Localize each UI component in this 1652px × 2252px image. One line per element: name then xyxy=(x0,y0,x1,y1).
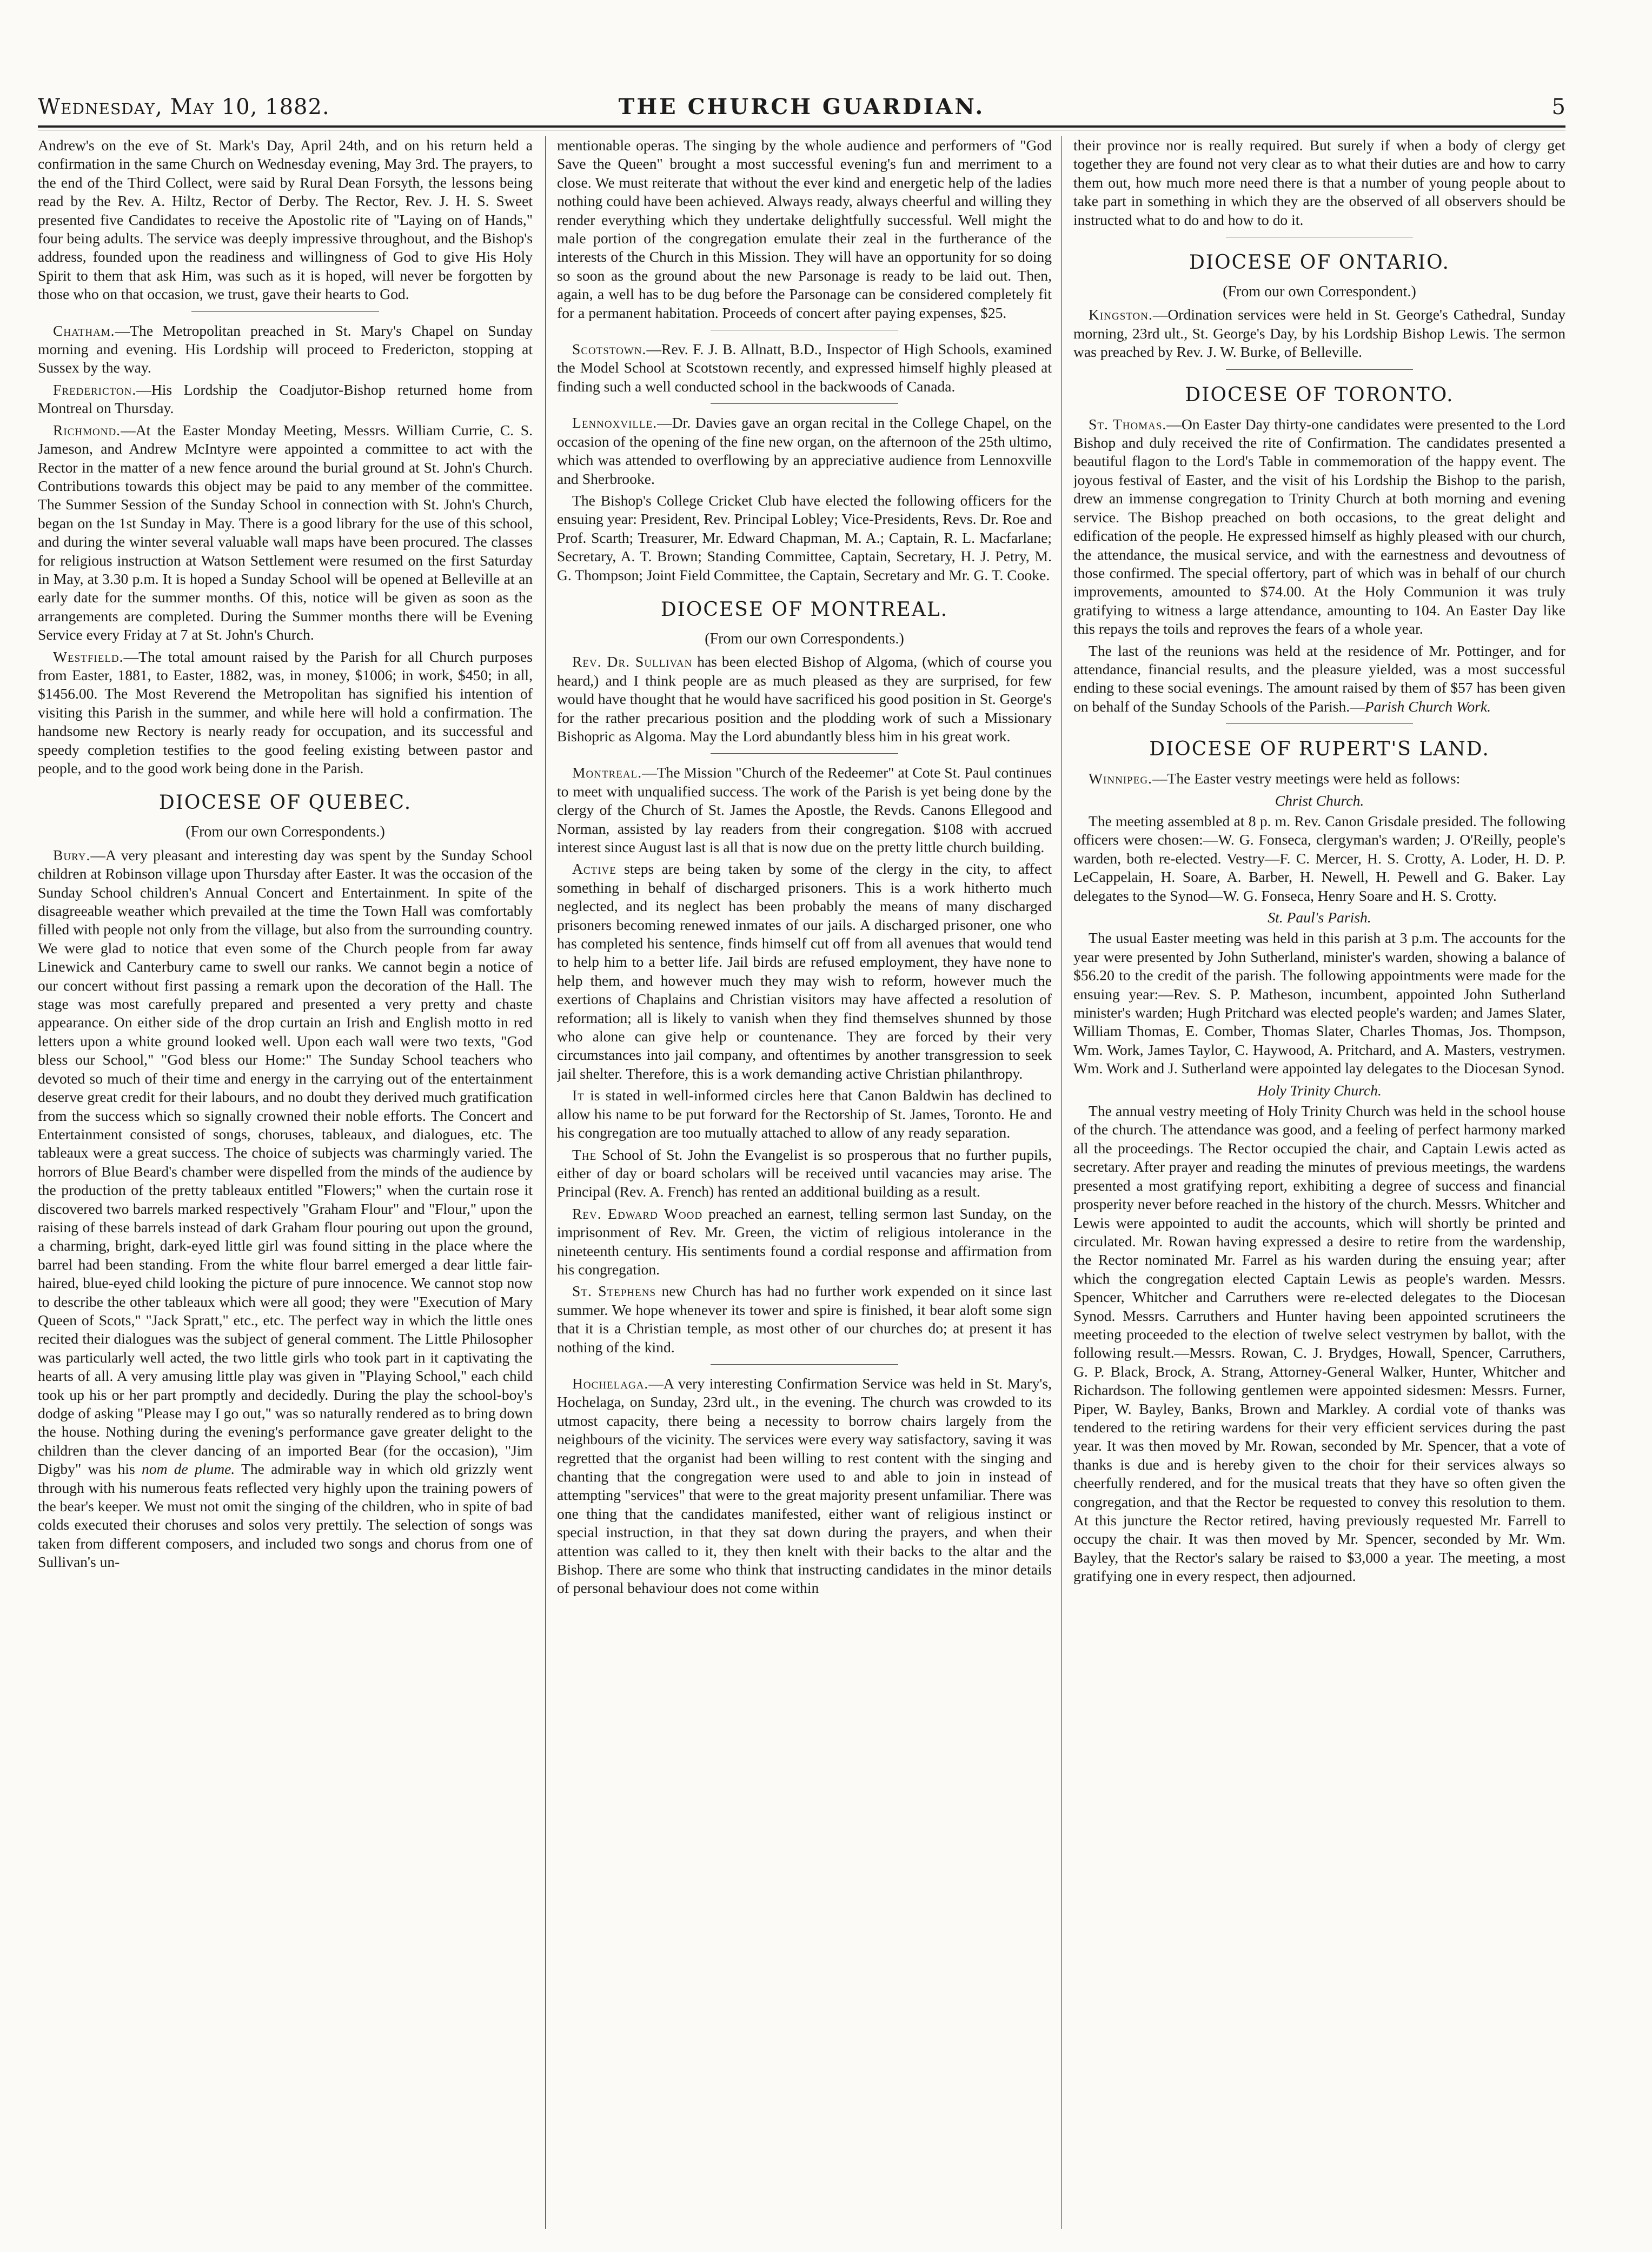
paragraph-text: —A very pleasant and interesting day was spent by the Sunday School children at Robinson village upon Thursday after Easter. It was the occasion of the Sunday School children's Annual Concert and Entertainment. In spite of the disagreeable weather which prevailed at the time the Town Hall was comfortably filled with people not only from the village, but also from the surrounding country. We were glad to notice that even some of the Church people from far away Linewick and Canterbury came to swell our ranks. We cannot begin a notice of our concert without first passing a remark upon the decoration of the Hall. The stage was most carefully prepared and presented a very pretty and chaste appearance. On either side of the drop curtain an Irish and English motto in red letters upon a white ground looked well. Upon each wall were two texts, "God bless our School," "God bless our Home:" The Sunday School teachers who devoted so much of their time and energy in the carrying out of the entertainment deserve great credit for their labours, and no doubt they derived much gratification from the success which so signally crowned their noble efforts. The Concert and Entertainment consisted of songs, choruses, tableaux, and dialogues, etc. The tableaux were a great success. The choice of subjects was charmingly varied. The horrors of Blue Beard's chamber were dispelled from the minds of the audience by the production of the pretty tableaux entitled "Flowers;" when the curtain rose it discovered two barrels marked respectively "Graham Flour" and "Flour," upon the raising of these barrels instead of dark Graham flour pouring out upon the ground, a charming, bright, dark-eyed little girl was found sitting in the place where the barrel had been standing. From the white flour barrel emerged a dear little fair-haired, blue-eyed child looking the picture of pure innocence. We cannot stop now to describe the other tableaux which were all good; they were "Execution of Mary Queen of Scots," "Jack Spratt," etc., etc. The perfect way in which the little ones recited their dialogues was the subject of general comment. The Little Philosopher was particularly well acted, the two little girls who took part in it captivating the hearts of all. A very amusing little play was given in "Playing School," each child took up his or her part promptly and decidedly. During the play the school-boy's dodge of asking "Please may I go out," was so naturally rendered as to bring down the house. Nothing during the evening's performance gave greater delight to the children than the clever dancing of an imported Bear (for the occasion), "Jim Digby" was his xyxy=(38,846,533,1478)
paragraph-text: —A very interesting Confirmation Service was held in St. Mary's, Hochelaga, on Sunday, 23rd ult., in the evening. The church was crowded to its utmost capacity, there being a necessity to borrow chairs largely from the neighbours of the vicinity. The services were every way satisfactory, saving it was regretted that the organist had been willing to rest content with the singing and chanting that the congregation were used to and able to join in instead of attempting "services" that were to the great majority present unfamiliar. There was one thing that the candidates manifested, either want of religious instinct or special instruction, in that they sat down during the prayers, and when their attention was called to it, they then knelt with their backs to the altar and the Bishop. There are some who think that instructing candidates in the minor details of personal behaviour does not come within xyxy=(557,1374,1052,1597)
section-divider xyxy=(1226,369,1413,370)
column-1 xyxy=(38,136,533,2229)
lead-words: Rev. Edward Wood xyxy=(572,1205,703,1222)
paragraph-text: —His Lordship the Coadjutor-Bishop returned home from Montreal on Thursday. xyxy=(38,381,533,417)
place-name: Richmond. xyxy=(53,421,121,439)
correspondent-note: (From our own Correspondent.) xyxy=(1223,283,1416,301)
section-heading: DIOCESE OF ONTARIO. xyxy=(1189,251,1450,274)
paragraph-text: —Dr. Davies gave an organ recital in the College Chapel, on the occasion of the opening of the fine new organ, on the afternoon of the 25th ultimo, which was attended to overflowing by an appreciative audience from Lennoxville and Sherbrooke. xyxy=(557,414,1052,487)
section-divider xyxy=(711,1364,899,1365)
section-divider xyxy=(1226,723,1413,724)
paragraph-text: is stated in well-informed circles here that Canon Baldwin has declined to allow his name to be put forward for the Rectorship of St. James, Toronto. He and his congregation are too mutually attached to allow of any ready separation. xyxy=(557,1087,1052,1141)
article-paragraph xyxy=(1073,415,1565,639)
paragraph-text: School of St. John the Evangelist is so prosperous that no further pupils, either of day or board scholars will be received until vacancies may arise. The Principal (Rev. A. French) has rented an additional building as a result. xyxy=(557,1146,1052,1200)
paragraph-text: The last of the reunions was held at the residence of Mr. Pottinger, and for attendance, financial results, and the pleasure yielded, was a most successful ending to these social evenings. The amount raised by them of $57 has been given on behalf of the Sunday Schools of the Parish.— xyxy=(1073,642,1565,715)
article-paragraph xyxy=(38,322,533,377)
column-2 xyxy=(557,136,1052,2229)
column-divider xyxy=(545,136,546,2229)
article-paragraph xyxy=(557,860,1052,1083)
article-paragraph xyxy=(38,648,533,778)
paragraph-text: has been elected Bishop of Algoma, (which of course you heard,) and I think people are as much pleased as they are surprised, for few would have thought that he would have sacrificed his good position in St. George's for the rather precarious position and the plodding work of such a Missionary Bishopric as Algoma. May the Lord abundantly bless him in his great work. xyxy=(557,653,1052,745)
paragraph-text: —At the Easter Monday Meeting, Messrs. William Currie, C. S. Jameson, and Andrew McIntyre were appointed a committee to act with the Rector in the matter of a new fence around the burial ground at St. John's Church. Contributions towards this object may be paid to any member of the committee. The Summer Session of the Sunday School in connection with St. John's Church, began on the 1st Sunday in May. There is a good library for the use of this school, and during the winter several valuable wall maps have been procured. The classes for religious instruction at Watson Settlement were resumed on the first Saturday in May, at 3.30 p.m. It is hoped a Sunday School will be opened at Belleville at an early date for the summer months. Of this, notice will be given as soon as the arrangements are completed. During the Summer months there will be Evening Service every Friday at 7 at St. John's Church. xyxy=(38,421,533,643)
article-paragraph: The meeting assembled at 8 p. m. Rev. Canon Grisdale presided. The following officers were chosen:—W. G. Fonseca, clergyman's warden; J. O'Reilly, people's warden, both re-elected. Vestry—F. C. Mercer, H. S. Crotty, A. Loder, H. D. P. LeCappelain, H. Soare, A. Barber, H. Newell, H. Pewell and G. Baker. Lay delegates to the Synod—W. G. Fonseca, Henry Soare and H. S. Crotty. xyxy=(1073,812,1565,904)
article-paragraph: The Bishop's College Cricket Club have elected the following officers for the ensuing year: President, Rev. Principal Lobley; Vice-Presidents, Revs. Dr. Roe and Prof. Scarth; Treasurer, Mr. Edward Chapman, M. A.; Captain, R. L. Macfarlane; Secretary, A. T. Brown; Standing Committee, Captain, Secretary, H. J. Petry, M. G. Thompson; Joint Field Committee, the Captain, Secretary and Mr. G. T. Cooke. xyxy=(557,491,1052,583)
article-paragraph xyxy=(557,1086,1052,1142)
paragraph-text: —Rev. F. J. B. Allnatt, B.D., Inspector of High Schools, examined the Model School at Scotstown recently, and expressed himself highly pleased at finding such a well conducted school in the backwoods of Canada. xyxy=(557,341,1052,395)
lead-words: The xyxy=(572,1146,597,1163)
article-paragraph xyxy=(557,763,1052,856)
article-paragraph xyxy=(38,381,533,418)
article-paragraph xyxy=(557,1282,1052,1357)
section-heading: DIOCESE OF MONTREAL. xyxy=(660,598,948,621)
place-name: Fredericton. xyxy=(53,381,137,398)
article-paragraph xyxy=(557,340,1052,396)
article-paragraph: Andrew's on the eve of St. Mark's Day, April 24th, and on his return held a confirmation in the same Church on Wednesday evening, May 3rd. The prayers, to the end of the Third Collect, were said by Rural Dean Forsyth, the lessons being read by the Rev. A. Hiltz, Rector of Derby. The Rector, Rev. J. H. S. Sweet presented five Candidates to receive the Apostolic rite of "Laying on of Hands," four being adults. The service was deeply impressive throughout, and the Bishop's address, founded upon the readiness and willingness of God to give His Holy Spirit to them that ask Him, was such as it is hoped, will never be forgotten by those who on that occasion, we trust, gave their hearts to God. xyxy=(38,137,533,303)
lead-words: St. Stephens xyxy=(572,1283,656,1300)
section-heading: DIOCESE OF QUEBEC. xyxy=(158,792,412,814)
article-paragraph xyxy=(557,1374,1052,1598)
place-name: Scotstown. xyxy=(572,341,647,358)
article-paragraph xyxy=(557,414,1052,488)
subheading: St. Paul's Parish. xyxy=(1268,909,1371,926)
paragraph-text: new Church has had no further work expended on it since last summer. We hope whenever its tower and spire is finished, it bear aloft some sign that it is a Christian temple, as most other of our churches do; at present it has nothing of the kind. xyxy=(557,1283,1052,1356)
place-name: Winnipeg. xyxy=(1089,770,1152,787)
newspaper-title: THE CHURCH GUARDIAN. xyxy=(618,94,985,119)
article-paragraph xyxy=(557,1146,1052,1201)
paragraph-text: —On Easter Day thirty-one candidates were presented to the Lord Bishop and duly received the rite of Confirmation. The candidates presented a beautiful flagon to the Lord's Table in commemoration of the happy event. The joyous festival of Easter, and the visit of his Lordship the Bishop to the parish, drew an immense congregation to Trinity Church at both morning and evening service. The Bishop preached on both occasions, to the great delight and edification of the people. He expressed himself as highly pleased with our church, the attendance, the musical service, and with the earnestness and devoutness of those confirmed. The special offertory, part of which was in behalf of our church improvements, amounted to $74.00. At the Holy Communion it was truly gratifying to witness a large attendance, amounting to 104. An Easter Day like this repays the toils and reproves the fears of a whole year. xyxy=(1073,415,1565,637)
article-paragraph xyxy=(1073,642,1565,716)
article-paragraph xyxy=(557,1205,1052,1279)
section-divider xyxy=(191,311,380,312)
correspondent-note: (From our own Correspondents.) xyxy=(185,823,385,841)
issue-date: Wednesday, May 10, 1882. xyxy=(38,95,330,119)
section-heading: DIOCESE OF RUPERT'S LAND. xyxy=(1149,738,1490,761)
page-number: 5 xyxy=(1551,95,1565,119)
article-paragraph: The usual Easter meeting was held in this parish at 3 p.m. The accounts for the year were presented by John Sutherland, minister's warden, showing a balance of $56.20 to the credit of the parish. The following appointments were made for the ensuing year:—Rev. S. P. Matheson, incumbent, appointed John Sutherland minister's warden; Hugh Pritchard was elected people's warden; and James Slater, William Thomas, E. Comber, Thomas Slater, Charles Thomas, Jos. Thompson, Wm. Work, James Taylor, C. Haywood, A. Pritchard, and A. Masters, vestrymen. Wm. Work and J. Sutherland were appointed lay delegates to the Diocesan Synod. xyxy=(1073,929,1565,1077)
source-credit: Parish Church Work. xyxy=(1364,697,1491,715)
article-paragraph: their province nor is really required. But surely if when a body of clergy get together they are found not very clear as to what their duties are and how to carry them out, how much more need there is that a number of young people about to take part in something in which they are the observed of all observers should be instructed what to do and how to do it. xyxy=(1073,137,1565,228)
subheading: Christ Church. xyxy=(1275,792,1364,809)
lead-words: Rev. Dr. Sullivan xyxy=(572,653,693,670)
lead-words: It xyxy=(572,1087,585,1104)
place-name: Hochelaga. xyxy=(572,1374,649,1392)
place-name: Montreal. xyxy=(572,764,642,781)
article-paragraph xyxy=(38,421,533,645)
paragraph-text: The admirable way in which old grizzly went through with his numerous feats reflected very highly upon the training powers of the bear's keeper. We must not omit the singing of the children, who in spite of bad colds executed their choruses and solos very prettily. The selection of songs was taken from different composers, and included two songs and chorus from one of Sullivan's un- xyxy=(38,1460,533,1571)
article-paragraph: mentionable operas. The singing by the whole audience and performers of "God Save the Queen" brought a most successful evening's fun and merriment to a close. We must reiterate that without the ever kind and energetic help of the ladies nothing could have been achieved. Always ready, always cheerful and willing they render everything which they undertake delightfully successful. Well might the male portion of the congregation emulate their zeal in the furtherance of the interests of the Church in this Mission. They will have an opportunity for so doing so soon as the ground about the new Parsonage is ready to be laid out. Then, again, a well has to be dug before the Parsonage can be considered completely fit for a permanent habitation. Proceeds of concert after paying expenses, $25. xyxy=(557,137,1052,321)
article-paragraph xyxy=(38,846,533,1572)
article-paragraph xyxy=(1073,305,1565,361)
paragraph-text: —The Mission "Church of the Redeemer" at Cote St. Paul continues to meet with unqualified success. The work of the Parish is yet being done by the clergy of the Church of St. James the Apostle, the Revds. Canons Ellegood and Norman, assisted by lay readers from their congregation. $108 with accrued interest since August last is all that is now due on the pretty little church building. xyxy=(557,764,1052,855)
article-paragraph xyxy=(1073,769,1565,788)
masthead-rule xyxy=(38,125,1565,128)
paragraph-text: steps are being taken by some of the clergy in the city, to affect something in behalf of discharged prisoners. This is a work hitherto much neglected, and its neglect has been probably the means of many discharged prisoners becoming renewed inmates of our jails. A discharged prisoner, one who has completed his sentence, finds himself cut off from all avenues that would tend to help him to a better life. Jail birds are refused employment, they have none to help them, and however much they may wish to reform, however much the exertions of Chaplains and Christian visitors may have affected a resolution of reformation; all is likely to vanish when they find themselves shunned by those who alone can give help or countenance. They are forced by their very circumstances into jail company, and oftentimes by another transgression to seek jail shelter. Therefore, this is a work demanding active Christian philanthropy. xyxy=(557,860,1052,1082)
place-name: Bury. xyxy=(53,846,91,863)
paragraph-text: —The Easter vestry meetings were held as follows: xyxy=(1152,770,1461,787)
subheading: Holy Trinity Church. xyxy=(1257,1081,1382,1099)
paragraph-text: preached an earnest, telling sermon last Sunday, on the imprisonment of Rev. Mr. Green, the victim of religious intolerance in the nineteenth century. His sentiments found a cordial response and affirmation from his congregation. xyxy=(557,1205,1052,1278)
masthead xyxy=(38,93,1565,125)
place-name: St. Thomas. xyxy=(1089,415,1167,433)
correspondent-note: (From our own Correspondents.) xyxy=(705,630,904,647)
place-name: Westfield. xyxy=(53,648,124,665)
column-3 xyxy=(1073,136,1565,2229)
place-name: Lennoxville. xyxy=(572,414,658,431)
place-name: Chatham. xyxy=(53,322,115,339)
section-heading: DIOCESE OF TORONTO. xyxy=(1185,383,1454,406)
section-divider xyxy=(711,403,899,404)
place-name: Kingston. xyxy=(1089,306,1153,323)
lead-words: Active xyxy=(572,860,616,878)
italic-phrase: nom de plume. xyxy=(141,1460,235,1478)
paragraph-text: —Ordination services were held in St. George's Cathedral, Sunday morning, 23rd ult., St. George's Day, by his Lordship Bishop Lewis. The sermon was preached by Rev. J. W. Burke, of Belleville. xyxy=(1073,306,1565,361)
paragraph-text: —The Metropolitan preached in St. Mary's Chapel on Sunday morning and evening. His Lordship will proceed to Fredericton, stopping at Sussex by the way. xyxy=(38,322,533,376)
section-divider xyxy=(711,753,899,754)
article-paragraph: The annual vestry meeting of Holy Trinity Church was held in the school house of the church. The attendance was good, and a feeling of perfect harmony marked all the proceedings. The Rector occupied the chair, and Captain Lewis acted as secretary. After prayer and reading the minutes of previous meetings, the wardens presented a most gratifying report, exhibiting a degree of success and financial prosperity never before reached in the history of the church. Messrs. Whitcher and Lewis were appointed to audit the accounts, which will shortly be printed and circulated. Mr. Rowan having expressed a desire to retire from the wardenship, the Rector nominated Mr. Farrel as his warden during the ensuing year; after which the congregation elected Captain Lewis as people's warden. Messrs. Spencer, Whitcher and Carruthers were re-elected delegates to the Diocesan Synod. Messrs. Carruthers and Hunter having been appointed scrutineers the meeting proceeded to the election of twelve select vestrymen by ballot, with the following result.—Messrs. Rowan, C. J. Brydges, Howall, Spencer, Carruthers, G. P. Black, Brock, A. Strang, Attorney-General Walker, Hunter, Whitcher and Richardson. The following gentlemen were appointed sidesmen: Messrs. Furner, Piper, W. Bayley, Banks, Brown and Markley. A cordial vote of thanks was tendered to the retiring wardens for their very efficient services during the past year. It was then moved by Mr. Rowan, seconded by Mr. Spencer, that a vote of thanks is due and is hereby given to the choir for their services always so cheerfully rendered, and for the musical treats that they have so often given the congregation, and that the Rector be requested to convey this resolution to them. At this juncture the Rector retired, having previously requested Mr. Farrell to occupy the chair. It was then moved by Mr. Spencer, seconded by Mr. Wm. Bayley, that the Rector's salary be raised to $3,000 a year. The meeting, a most gratifying one in every respect, then adjourned. xyxy=(1073,1102,1565,1585)
article-paragraph xyxy=(557,653,1052,746)
paragraph-text: —The total amount raised by the Parish for all Church purposes from Easter, 1881, to Easter, 1882, was, in money, $1006; in work, $450; in all, $1456.00. The Most Reverend the Metropolitan has signified his intention of visiting this Parish in the summer, and while here will hold a confirmation. The handsome new Rectory is nearly ready for occupation, and its successful and speedy completion testifies to the good feeling existing between pastor and people, and to the good work being done in the Parish. xyxy=(38,648,533,776)
